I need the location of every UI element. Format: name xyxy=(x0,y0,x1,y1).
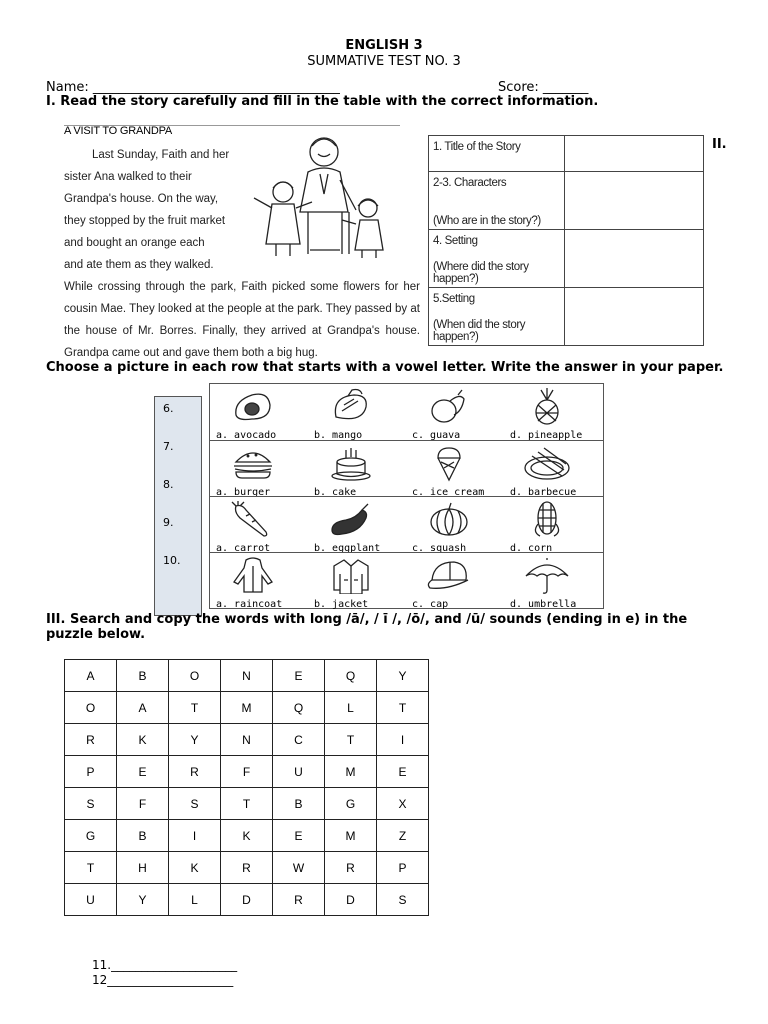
puzzle-cell[interactable]: E xyxy=(273,660,325,692)
mango-icon xyxy=(326,387,376,425)
puzzle-row xyxy=(65,660,429,692)
story-paragraph-1 xyxy=(64,144,240,276)
row-label: 4. Setting xyxy=(433,235,478,247)
story-line: and bought an orange each xyxy=(64,237,205,249)
choice-label: b. eggplant xyxy=(314,543,381,554)
table-row xyxy=(429,136,704,172)
eggplant-icon xyxy=(326,500,376,538)
puzzle-cell[interactable]: D xyxy=(221,884,273,916)
puzzle-cell[interactable]: E xyxy=(273,820,325,852)
item-number: 7. xyxy=(163,440,174,453)
puzzle-cell[interactable]: G xyxy=(65,820,117,852)
puzzle-cell[interactable]: T xyxy=(325,724,377,756)
choice-label: c. cap xyxy=(412,599,449,610)
puzzle-cell[interactable]: K xyxy=(169,852,221,884)
puzzle-row xyxy=(65,692,429,724)
choice-label: b. cake xyxy=(314,487,357,498)
puzzle-row xyxy=(65,724,429,756)
choice-label: c. guava xyxy=(412,430,461,441)
item-number: 10. xyxy=(163,554,181,567)
puzzle-cell[interactable]: R xyxy=(221,852,273,884)
puzzle-cell[interactable]: B xyxy=(273,788,325,820)
part3-instruction: III. Search and copy the words with long /ā/, / ī /, /ō/, and /ū/ sounds (ending in e) in the puzzle below. xyxy=(46,612,688,642)
puzzle-cell[interactable]: W xyxy=(273,852,325,884)
puzzle-cell[interactable]: F xyxy=(221,756,273,788)
story-line: Last Sunday, Faith and her xyxy=(92,149,230,161)
picture-row xyxy=(210,440,603,497)
puzzle-cell[interactable]: L xyxy=(325,692,377,724)
puzzle-cell[interactable]: B xyxy=(117,820,169,852)
umbrella-icon xyxy=(522,556,572,594)
puzzle-cell[interactable]: R xyxy=(273,884,325,916)
puzzle-cell[interactable]: U xyxy=(273,756,325,788)
choice-cap[interactable] xyxy=(406,553,504,609)
puzzle-cell[interactable]: Y xyxy=(169,724,221,756)
story-line: sister Ana walked to their xyxy=(64,171,192,183)
puzzle-cell[interactable]: Q xyxy=(325,660,377,692)
item-number: 9. xyxy=(163,516,174,529)
puzzle-cell[interactable]: Y xyxy=(377,660,429,692)
choice-pineapple[interactable] xyxy=(504,384,602,440)
puzzle-cell[interactable]: P xyxy=(377,852,429,884)
table-row xyxy=(429,172,704,230)
carrot-icon xyxy=(228,500,278,538)
answer-line-12[interactable]: 12_____________________ xyxy=(92,973,234,987)
puzzle-cell[interactable]: P xyxy=(65,756,117,788)
burger-icon xyxy=(228,444,278,482)
choice-label: a. avocado xyxy=(216,430,277,441)
cake-icon xyxy=(326,444,376,482)
corn-icon xyxy=(522,500,572,538)
choice-guava[interactable] xyxy=(406,384,504,440)
choice-label: d. corn xyxy=(510,543,553,554)
picture-row xyxy=(210,384,603,440)
puzzle-cell[interactable]: R xyxy=(169,756,221,788)
score-field[interactable]: Score: _______ xyxy=(498,80,589,95)
puzzle-cell[interactable]: T xyxy=(377,692,429,724)
puzzle-cell[interactable]: E xyxy=(377,756,429,788)
story-line: and ate them as they walked. xyxy=(64,259,214,271)
choice-label: b. jacket xyxy=(314,599,369,610)
choice-label: c. ice cream xyxy=(412,487,485,498)
choice-avocado[interactable] xyxy=(210,384,308,440)
table-row xyxy=(429,230,704,288)
answer-cell-title[interactable] xyxy=(565,136,704,172)
part2-instruction: Choose a picture in each row that starts with a vowel letter. Write the answer in your paper. xyxy=(46,360,724,375)
test-subtitle: SUMMATIVE TEST NO. 3 xyxy=(307,54,461,69)
story-text: While crossing through the park, Faith picked some flowers for her cousin Mae. They looked at the people at the park. They passed by at the house of Mr. Borres. Finally, they arrived at Grandpa's house. Grandpa came out and gave them both a big hug. xyxy=(64,281,420,359)
picture-row xyxy=(210,552,603,609)
choice-label: d. umbrella xyxy=(510,599,577,610)
row-hint: (Where did the story happen?) xyxy=(433,261,529,285)
choice-barbecue[interactable] xyxy=(504,441,602,497)
puzzle-cell[interactable]: I xyxy=(377,724,429,756)
puzzle-cell[interactable]: A xyxy=(65,660,117,692)
choice-label: b. mango xyxy=(314,430,363,441)
puzzle-row xyxy=(65,884,429,916)
story-paragraph-2 xyxy=(64,276,420,364)
puzzle-cell[interactable]: Z xyxy=(377,820,429,852)
answer-cell-when[interactable] xyxy=(565,288,704,346)
puzzle-cell[interactable]: E xyxy=(117,756,169,788)
row-label: 1. Title of the Story xyxy=(433,141,521,153)
choice-cake[interactable] xyxy=(308,441,406,497)
choice-umbrella[interactable] xyxy=(504,553,602,609)
puzzle-cell[interactable]: A xyxy=(117,692,169,724)
row-hint: (When did the story happen?) xyxy=(433,319,526,343)
answer-cell-characters[interactable] xyxy=(565,172,704,230)
choice-raincoat[interactable] xyxy=(210,553,308,609)
puzzle-cell[interactable]: N xyxy=(221,660,273,692)
puzzle-cell[interactable]: I xyxy=(169,820,221,852)
part2-label: II. xyxy=(712,137,727,152)
choice-ice-cream[interactable] xyxy=(406,441,504,497)
puzzle-cell[interactable]: X xyxy=(377,788,429,820)
story-title: A VISIT TO GRANDPA xyxy=(64,125,173,137)
squash-icon xyxy=(424,500,474,538)
item-number: 8. xyxy=(163,478,174,491)
avocado-icon xyxy=(228,387,278,425)
puzzle-row xyxy=(65,852,429,884)
choice-label: c. squash xyxy=(412,543,467,554)
puzzle-cell[interactable]: N xyxy=(221,724,273,756)
choice-burger[interactable] xyxy=(210,441,308,497)
puzzle-cell[interactable]: K xyxy=(117,724,169,756)
puzzle-cell[interactable]: U xyxy=(65,884,117,916)
puzzle-cell[interactable]: D xyxy=(325,884,377,916)
grandpa-and-girls-illustration xyxy=(246,130,396,260)
part1-instruction: I. Read the story carefully and fill in the table with the correct information. xyxy=(46,94,599,109)
puzzle-cell[interactable]: T xyxy=(221,788,273,820)
choice-mango[interactable] xyxy=(308,384,406,440)
choice-jacket[interactable] xyxy=(308,553,406,609)
answer-line-11[interactable]: 11._____________________ xyxy=(92,958,238,972)
puzzle-cell[interactable]: S xyxy=(65,788,117,820)
name-field[interactable]: Name: ______________________________________ xyxy=(46,80,340,95)
picture-row xyxy=(210,496,603,553)
jacket-icon xyxy=(326,556,376,594)
barbecue-icon xyxy=(522,444,572,482)
puzzle-row xyxy=(65,820,429,852)
puzzle-cell[interactable]: M xyxy=(221,692,273,724)
choice-carrot[interactable] xyxy=(210,497,308,553)
table-row xyxy=(429,288,704,346)
table-label-cell xyxy=(429,288,565,346)
puzzle-cell[interactable]: R xyxy=(65,724,117,756)
row-label: 2-3. Characters xyxy=(433,177,507,189)
table-label-cell xyxy=(429,230,565,288)
item-number: 6. xyxy=(163,402,174,415)
row-label: 5.Setting xyxy=(433,293,475,305)
ice-cream-icon xyxy=(424,444,474,482)
puzzle-row xyxy=(65,788,429,820)
choice-eggplant[interactable] xyxy=(308,497,406,553)
choice-label: d. pineapple xyxy=(510,430,583,441)
story-info-table xyxy=(428,135,704,346)
puzzle-cell[interactable]: H xyxy=(117,852,169,884)
story-line: Grandpa's house. On the way, xyxy=(64,193,219,205)
choice-label: a. burger xyxy=(216,487,271,498)
puzzle-cell[interactable]: M xyxy=(325,820,377,852)
choice-squash[interactable] xyxy=(406,497,504,553)
choice-label: a. raincoat xyxy=(216,599,283,610)
story-line: they stopped by the fruit market xyxy=(64,215,226,227)
cap-icon xyxy=(424,556,474,594)
puzzle-cell[interactable]: B xyxy=(117,660,169,692)
word-search-puzzle xyxy=(64,659,429,916)
pineapple-icon xyxy=(522,387,572,425)
puzzle-cell[interactable]: G xyxy=(325,788,377,820)
puzzle-cell[interactable]: F xyxy=(117,788,169,820)
puzzle-cell[interactable]: O xyxy=(169,660,221,692)
choice-label: d. barbecue xyxy=(510,487,577,498)
choice-label: a. carrot xyxy=(216,543,271,554)
puzzle-cell[interactable]: T xyxy=(169,692,221,724)
raincoat-icon xyxy=(228,556,278,594)
choice-corn[interactable] xyxy=(504,497,602,553)
puzzle-cell[interactable]: S xyxy=(169,788,221,820)
table-label-cell xyxy=(429,136,565,172)
puzzle-cell[interactable]: L xyxy=(169,884,221,916)
puzzle-cell[interactable]: M xyxy=(325,756,377,788)
test-title: ENGLISH 3 xyxy=(345,38,423,53)
puzzle-cell[interactable]: Q xyxy=(273,692,325,724)
table-label-cell xyxy=(429,172,565,230)
puzzle-cell[interactable]: T xyxy=(65,852,117,884)
puzzle-cell[interactable]: S xyxy=(377,884,429,916)
guava-icon xyxy=(424,387,474,425)
puzzle-row xyxy=(65,756,429,788)
puzzle-cell[interactable]: K xyxy=(221,820,273,852)
puzzle-cell[interactable]: C xyxy=(273,724,325,756)
item-number-column xyxy=(154,396,202,616)
picture-choice-table xyxy=(209,383,604,609)
answer-cell-where[interactable] xyxy=(565,230,704,288)
row-hint: (Who are in the story?) xyxy=(433,215,541,227)
puzzle-cell[interactable]: Y xyxy=(117,884,169,916)
puzzle-cell[interactable]: R xyxy=(325,852,377,884)
puzzle-cell[interactable]: O xyxy=(65,692,117,724)
